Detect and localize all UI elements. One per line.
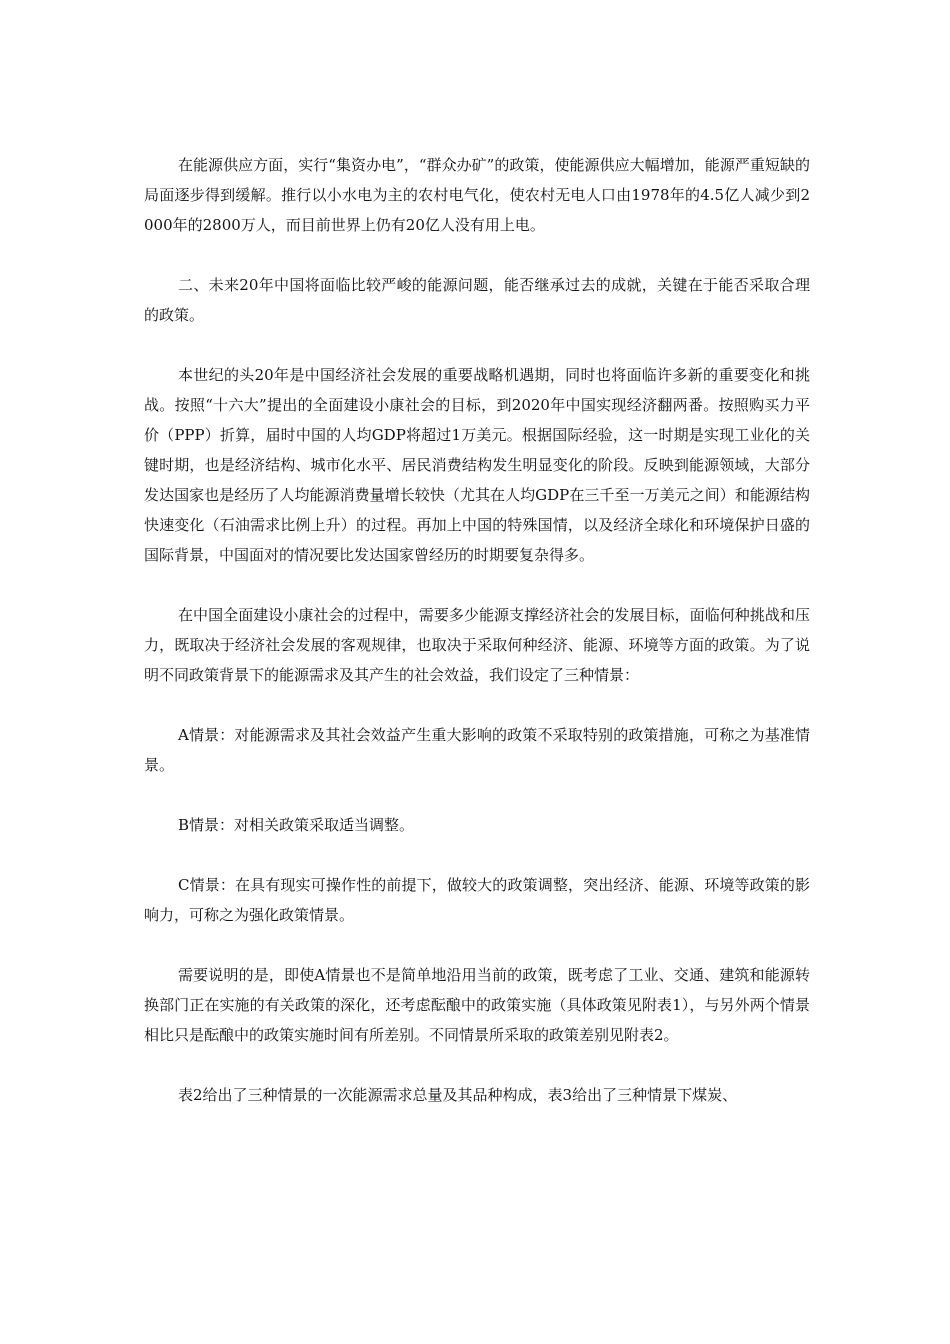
paragraph-scenario-note: 需要说明的是，即使A情景也不是简单地沿用当前的政策，既考虑了工业、交通、建筑和能源转换部门正在实施的有关政策的深化，还考虑酝酿中的政策实施（具体政策见附表1），与另外两个情景相比只是酝酿中的政策实施时间有所差别。不同情景所采取的政策差别见附表2。 bbox=[144, 966, 810, 1044]
paragraph-scenario-b: B情景：对相关政策采取适当调整。 bbox=[178, 816, 415, 834]
paragraph-scenario-intro: 在中国全面建设小康社会的过程中，需要多少能源支撑经济社会的发展目标，面临何种挑战和压力，既取决于经济社会发展的客观规律，也取决于采取何种经济、能源、环境等方面的政策。为了说明不同政策背景下的能源需求及其产生的社会效益，我们设定了三种情景： bbox=[144, 606, 810, 684]
paragraph-energy-supply: 在能源供应方面，实行“集资办电”，“群众办矿”的政策，使能源供应大幅增加，能源严重短缺的局面逐步得到缓解。推行以小水电为主的农村电气化，使农村无电人口由1978年的4.5亿人减少到2000年的2800万人，而目前世界上仍有20亿人没有用上电。 bbox=[144, 156, 810, 234]
paragraph-strategic-period: 本世纪的头20年是中国经济社会发展的重要战略机遇期，同时也将面临许多新的重要变化和挑战。按照“十六大”提出的全面建设小康社会的目标，到2020年中国实现经济翻两番。按照购买力平价（PPP）折算，届时中国的人均GDP将超过1万美元。根据国际经验，这一时期是实现工业化的关键时期，也是经济结构、城市化水平、居民消费结构发生明显变化的阶段。反映到能源领域，大部分发达国家也是经历了人均能源消费量增长较快（尤其在人均GDP在三千至一万美元之间）和能源结构快速变化（石油需求比例上升）的过程。再加上中国的特殊国情，以及经济全球化和环境保护日盛的国际背景，中国面对的情况要比发达国家曾经历的时期要复杂得多。 bbox=[144, 366, 810, 564]
paragraph-table-reference: 表2给出了三种情景的一次能源需求总量及其品种构成，表3给出了三种情景下煤炭、 bbox=[178, 1086, 738, 1104]
paragraph-scenario-c: C情景：在具有现实可操作性的前提下，做较大的政策调整，突出经济、能源、环境等政策的影响力，可称之为强化政策情景。 bbox=[144, 876, 810, 924]
document-body bbox=[144, 150, 810, 1140]
paragraph-section-two-heading: 二、未来20年中国将面临比较严峻的能源问题，能否继承过去的成就，关键在于能否采取合理的政策。 bbox=[144, 276, 810, 324]
paragraph-scenario-a: A情景：对能源需求及其社会效益产生重大影响的政策不采取特别的政策措施，可称之为基准情景。 bbox=[144, 726, 810, 774]
